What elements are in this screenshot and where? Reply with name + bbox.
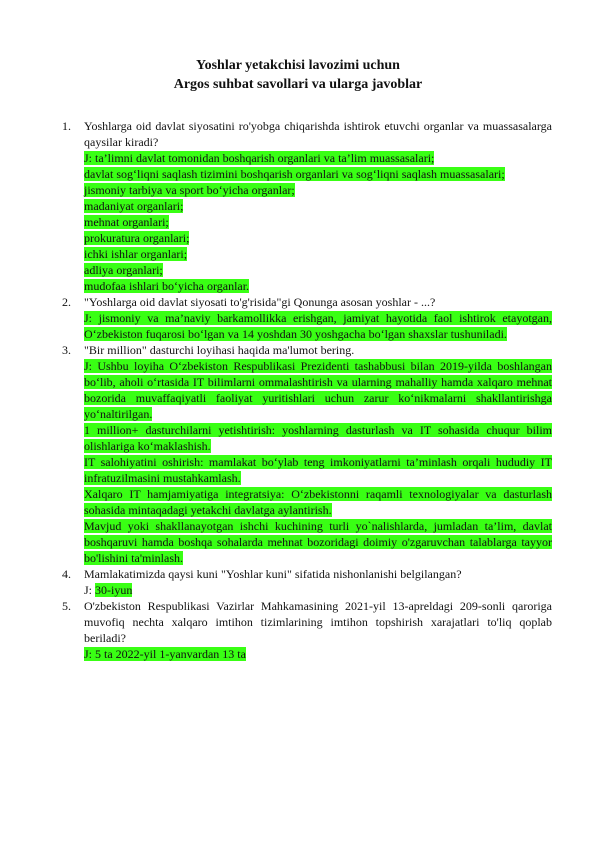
question-item <box>62 294 552 342</box>
question-body <box>84 294 552 342</box>
question-item <box>62 118 552 294</box>
answer-line <box>84 278 552 294</box>
answer-line <box>84 230 552 246</box>
answer-highlight: 30-iyun <box>95 583 133 597</box>
answer-highlight: 1 million+ dasturchilarni yetishtirish: yoshlarning dasturlash va IT sohasida chuqur bilim olishlariga ko‘maklashish. <box>84 423 552 453</box>
title-line-2: Argos suhbat savollari va ularga javoblar <box>173 77 423 92</box>
question-number: 3. <box>62 343 71 357</box>
answer-highlight: J: 5 ta 2022-yil 1-yanvardan 13 ta <box>84 647 246 661</box>
question-number: 5. <box>62 599 71 613</box>
question-body <box>84 118 552 294</box>
title-block <box>0 56 596 94</box>
answer-line <box>84 166 552 182</box>
answer-highlight: prokuratura organlari; <box>84 231 190 245</box>
answer-line <box>84 422 552 454</box>
question-number: 4. <box>62 567 71 581</box>
question-number: 2. <box>62 295 71 309</box>
answer-highlight: Xalqaro IT hamjamiyatiga integratsiya: O‘zbekistonni raqamli texnologiyalar va dasturlash sohasida mintaqadagi yetakchi davlatga aylantirish. <box>84 487 552 517</box>
answer-highlight: IT salohiyatini oshirish: mamlakat bo‘ylab teng imkoniyatlarni ta’minlash orqali hududiy IT infratuzilmasini mustahkamlash. <box>84 455 552 485</box>
question-number: 1. <box>62 119 71 133</box>
answer-line <box>84 486 552 518</box>
answer-highlight: mehnat organlari; <box>84 215 169 229</box>
answer-line <box>84 198 552 214</box>
answer-highlight: Mavjud yoki shakllanayotgan ishchi kuchining turli yo`nalishlarda, jumladan ta’lim, davlat boshqaruvi hamda boshqa sohalarda mehnat bozoridagi doimiy o'zgaruvchan talablarga tayyor bo'lishini ta'minlash. <box>84 519 552 565</box>
answer-line <box>84 214 552 230</box>
answer-highlight: mudofaa ishlari bo‘yicha organlar. <box>84 279 250 293</box>
answer-prefix: J: <box>84 583 96 597</box>
answer-highlight: jismoniy tarbiya va sport bo‘yicha organlar; <box>84 183 295 197</box>
answer-line <box>84 310 552 342</box>
answer-line <box>84 150 552 166</box>
title-line-1: Yoshlar yetakchisi lavozimi uchun <box>196 58 400 73</box>
answer-highlight: J: jismoniy va ma’naviy barkamollikka erishgan, jamiyat hayotida faol ishtirok etayotgan, O‘zbekiston fuqarosi bo‘lgan va 14 yoshdan 30 yoshgacha bo‘lgan shaxslar tushuniladi. <box>84 311 552 341</box>
answer-highlight: davlat sog‘liqni saqlash tizimini boshqarish organlari va sog‘liqni saqlash muassasalari; <box>84 167 505 181</box>
answer-highlight: J: Ushbu loyiha O‘zbekiston Respublikasi Prezidenti tashabbusi bilan 2019-yilda boshlangan bo‘lib, aholi o‘rtasida IT bilimlarni ommalashtirish va ularning mahalliy hamda xalqaro mehnat bozorida muvaffaqiyatli faoliyat yuritishlari uchun zarur ko‘nikmalarni shakllantirishga yo‘naltirilgan. <box>84 359 552 421</box>
answer-line <box>84 262 552 278</box>
answer-highlight: ichki ishlar organlari; <box>84 247 188 261</box>
answer-line <box>84 646 552 662</box>
question-item <box>62 566 552 598</box>
question-text: "Bir million" dasturchi loyihasi haqida ma'lumot bering. <box>84 343 355 357</box>
answer-line <box>84 182 552 198</box>
question-item <box>62 598 552 662</box>
question-item <box>62 342 552 566</box>
question-text: O'zbekiston Respublikasi Vazirlar Mahkamasining 2021-yil 13-apreldagi 209-sonli qaroriga muvofiq nechta xalqaro imtihon tizimlarining imtihon topshirish xarajatlari to'liq qoplab beriladi? <box>84 599 552 645</box>
question-list <box>62 118 552 662</box>
answer-line <box>84 454 552 486</box>
question-body <box>84 566 552 598</box>
answer-highlight: madaniyat organlari; <box>84 199 184 213</box>
answer-highlight: adliya organlari; <box>84 263 163 277</box>
answer-line <box>84 582 552 598</box>
question-body <box>84 598 552 662</box>
question-text: Mamlakatimizda qaysi kuni "Yoshlar kuni" sifatida nishonlanishi belgilangan? <box>84 567 462 581</box>
question-text: "Yoshlarga oid davlat siyosati to'g'risida"gi Qonunga asosan yoshlar - ...? <box>84 295 436 309</box>
answer-highlight: J: ta’limni davlat tomonidan boshqarish organlari va ta’lim muassasalari; <box>84 151 435 165</box>
answer-line <box>84 518 552 566</box>
answer-line <box>84 246 552 262</box>
answer-line <box>84 358 552 422</box>
question-body <box>84 342 552 566</box>
question-text: Yoshlarga oid davlat siyosatini ro'yobga chiqarishda ishtirok etuvchi organlar va muassasalarga qaysilar kiradi? <box>84 119 552 149</box>
